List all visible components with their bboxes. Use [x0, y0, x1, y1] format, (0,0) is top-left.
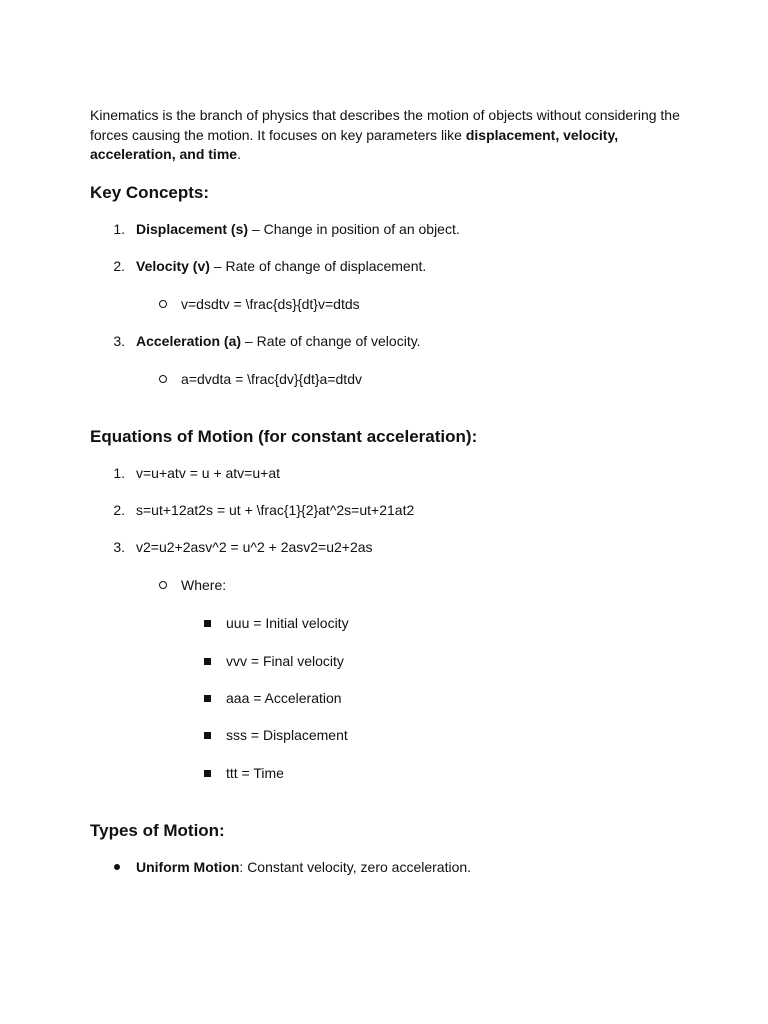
equations-heading: Equations of Motion (for constant acceleration): [90, 427, 478, 446]
list-number: 2. [113, 502, 125, 518]
intro-text-2: . [237, 146, 241, 162]
variable-text: aaa = Acceleration [226, 690, 342, 706]
equation-text: v2=u2+2asv^2 = u^2 + 2asv2=u2+2as [136, 539, 373, 555]
variable-text: sss = Displacement [226, 727, 348, 743]
key-concepts-heading: Key Concepts: [90, 183, 210, 202]
concept-term: Acceleration (a) [136, 333, 242, 349]
concept-desc: – Rate of change of velocity. [241, 333, 421, 349]
equation-text: v=u+atv = u + atv=u+at [136, 465, 280, 481]
list-number: 2. [113, 258, 125, 274]
hollow-bullet-icon [159, 375, 167, 383]
list-number: 3. [113, 539, 125, 555]
square-bullet-icon [204, 620, 211, 627]
concept-term: Displacement (s) [136, 221, 249, 237]
list-number: 1. [113, 465, 125, 481]
types-heading: Types of Motion: [90, 821, 225, 840]
velocity-formula: v=dsdtv = \frac{ds}{dt}v=dtds [181, 296, 360, 312]
intro-paragraph [90, 106, 690, 165]
filled-bullet-icon [114, 864, 120, 870]
square-bullet-icon [204, 770, 211, 777]
intro-text-1: Kinematics is the branch of physics that describes the motion of objects without considering the forces causing the motion. It focuses on key parameters like [90, 107, 680, 143]
intro-bold-text: displacement, velocity, acceleration, and time [90, 126, 619, 162]
concept-term: Velocity (v) [136, 258, 210, 274]
square-bullet-icon [204, 658, 211, 665]
list-number: 3. [113, 333, 125, 349]
hollow-bullet-icon [159, 581, 167, 589]
variable-text: vvv = Final velocity [226, 653, 344, 669]
square-bullet-icon [204, 695, 211, 702]
motion-term: Uniform Motion [136, 859, 240, 875]
motion-desc: : Constant velocity, zero acceleration. [239, 859, 472, 875]
equation-text: s=ut+12at2s = ut + \frac{1}{2}at^2s=ut+21at2 [136, 502, 415, 518]
concept-desc: – Rate of change of displacement. [209, 258, 427, 274]
acceleration-formula: a=dvdta = \frac{dv}{dt}a=dtdv [181, 371, 362, 387]
hollow-bullet-icon [159, 300, 167, 308]
square-bullet-icon [204, 732, 211, 739]
concept-desc: – Change in position of an object. [248, 221, 460, 237]
list-number: 1. [113, 221, 125, 237]
variable-text: uuu = Initial velocity [226, 615, 349, 631]
where-label: Where: [181, 577, 227, 593]
variable-text: ttt = Time [226, 765, 284, 781]
